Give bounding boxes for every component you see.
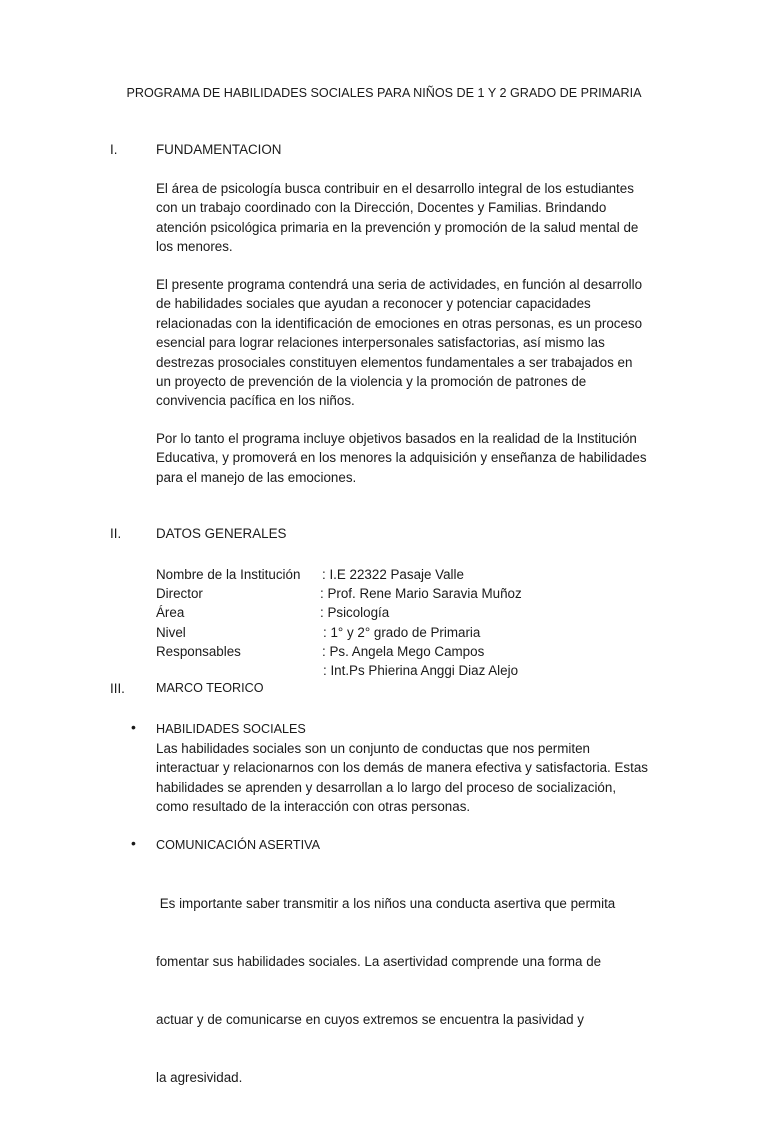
datos-value: : 1° y 2° grado de Primaria <box>323 625 481 640</box>
datos-label: Director <box>156 586 203 601</box>
datos-value: : Prof. Rene Mario Saravia Muñoz <box>320 586 522 601</box>
datos-label: Nombre de la Institución <box>156 567 301 582</box>
section-2-number: II. <box>110 526 122 541</box>
section-1-number: I. <box>110 142 118 157</box>
paragraph-line: un proyecto de prevención de la violencia y la promoción de patrones de <box>156 374 587 390</box>
paragraph-habilidades <box>156 739 658 817</box>
paragraph-comunicacion <box>156 855 626 1127</box>
datos-value: : Int.Ps Phierina Anggi Diaz Alejo <box>323 663 519 678</box>
item-title-comunicacion: COMUNICACIÓN ASERTIVA <box>156 838 320 852</box>
paragraph-line: como resultado de la interacción con otras personas. <box>156 799 471 815</box>
datos-label: Área <box>156 605 185 620</box>
bullet-icon: • <box>131 719 136 735</box>
section-2-title: DATOS GENERALES <box>156 526 287 541</box>
paragraph-line: convivencia pacífica en los niños. <box>156 393 355 409</box>
paragraph-line: los menores. <box>156 239 233 255</box>
section-1-title: FUNDAMENTACION <box>156 142 282 157</box>
datos-value: : Ps. Angela Mego Campos <box>322 644 485 659</box>
paragraph-line: habilidades se aprenden y desarrollan a lo largo del proceso de socialización, <box>156 779 617 795</box>
paragraph-line: Es importante saber transmitir a los niños una conducta asertiva que permita <box>156 895 616 911</box>
paragraph-fundamentacion-1 <box>156 179 658 257</box>
paragraph-line: Por lo tanto el programa incluye objetivos basados en la realidad de la Institución <box>156 431 637 446</box>
paragraph-line: esencial para lograr relaciones interpersonales satisfactorias, así mismo las <box>156 335 605 351</box>
paragraph-fundamentacion-2 <box>156 275 658 411</box>
paragraph-line: de habilidades sociales que ayudan a reconocer y potenciar capacidades <box>156 296 591 312</box>
paragraph-line: El área de psicología busca contribuir en el desarrollo integral de los estudiantes <box>156 181 634 196</box>
paragraph-line: atención psicológica primaria en la prevención y promoción de la salud mental de <box>156 219 639 235</box>
paragraph-line: El presente programa contendrá una seria de actividades, en función al desarrollo <box>156 277 643 292</box>
paragraph-line: para el manejo de las emociones. <box>156 469 357 485</box>
paragraph-fundamentacion-3 <box>156 429 658 487</box>
paragraph-line: la agresividad. <box>156 1070 243 1086</box>
paragraph-line: Educativa, y promoverá en los menores la adquisición y enseñanza de habilidades <box>156 450 647 466</box>
paragraph-line: relacionadas con la identificación de emociones en otras personas, es un proceso <box>156 315 643 331</box>
datos-label: Nivel <box>156 625 186 640</box>
paragraph-line: fomentar sus habilidades sociales. La asertividad comprende una forma de <box>156 954 602 970</box>
item-title-habilidades: HABILIDADES SOCIALES <box>156 722 306 736</box>
section-3-number: III. <box>110 681 125 696</box>
bullet-icon: • <box>131 835 136 851</box>
datos-label: Responsables <box>156 644 241 659</box>
datos-value: : Psicología <box>320 605 390 620</box>
document-title: PROGRAMA DE HABILIDADES SOCIALES PARA NIÑOS DE 1 Y 2 GRADO DE PRIMARIA <box>126 86 642 100</box>
paragraph-line: actuar y de comunicarse en cuyos extremos se encuentra la pasividad y <box>156 1012 584 1028</box>
section-3-title: MARCO TEORICO <box>156 681 264 695</box>
paragraph-line: destrezas prosociales constituyen elementos fundamentales a ser trabajados en <box>156 354 633 370</box>
paragraph-line: Las habilidades sociales son un conjunto de conductas que nos permiten <box>156 741 590 756</box>
datos-value: : I.E 22322 Pasaje Valle <box>322 567 464 582</box>
paragraph-line: interactuar y relacionarnos con los demás de manera efectiva y satisfactoria. Estas <box>156 760 648 776</box>
paragraph-line: con un trabajo coordinado con la Dirección, Docentes y Familias. Brindando <box>156 200 607 216</box>
